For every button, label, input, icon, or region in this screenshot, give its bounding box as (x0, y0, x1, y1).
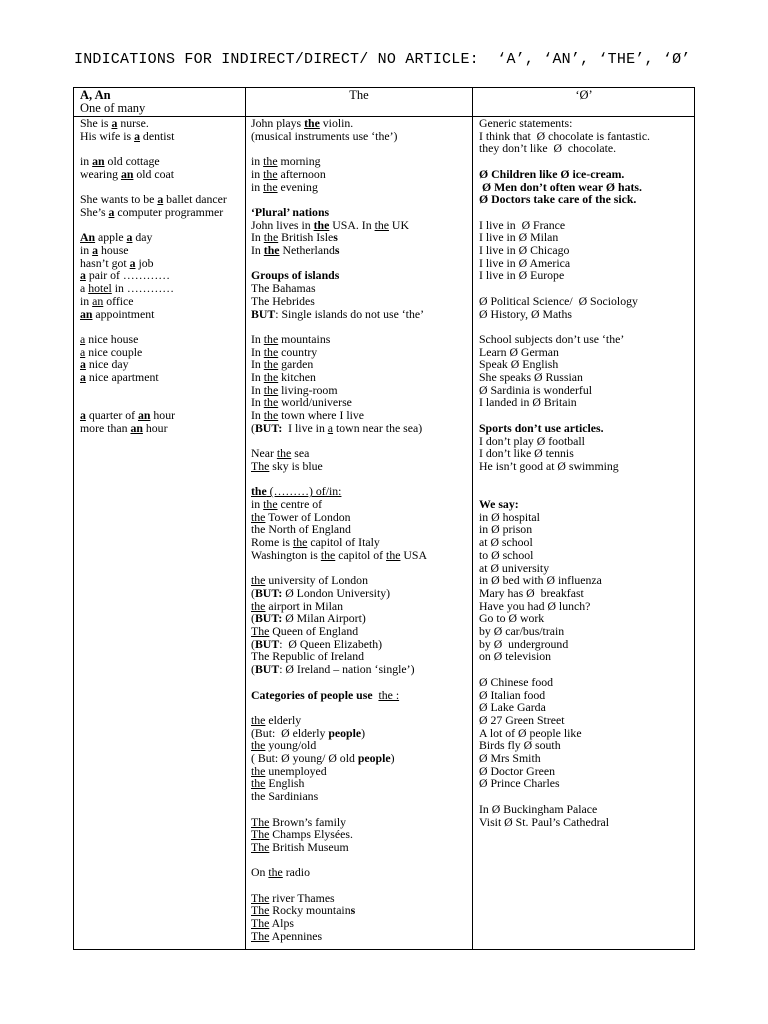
line-segment: in Ø bed with Ø influenza (479, 573, 602, 588)
column-divider (245, 88, 246, 949)
line-segment: The (251, 458, 270, 473)
line-segment: Generic statements: (479, 116, 573, 130)
line-segment: In (251, 395, 264, 410)
line-segment: Ø Milan Airport) (282, 611, 366, 626)
line-segment: BUT: (254, 420, 283, 435)
line-segment: Birds fly Ø south (479, 738, 561, 753)
line-segment: She is (80, 116, 112, 130)
line-segment: the (263, 179, 278, 194)
line-segment: School subjects don’t use ‘the’ (479, 331, 625, 346)
line-segment: the (263, 357, 279, 372)
line-segment: ( (251, 420, 255, 435)
line-segment: In (251, 357, 264, 372)
line-segment: I live in (282, 420, 328, 435)
line-segment: elderly (265, 712, 302, 727)
line-segment: the (251, 598, 266, 613)
line-segment: the North of England (251, 522, 351, 537)
line-segment: She speaks Ø Russian (479, 370, 583, 384)
line-segment: appointment (92, 306, 155, 321)
example-line (251, 460, 469, 473)
example-line (80, 168, 242, 181)
line-segment: evening (277, 179, 318, 194)
line-segment: Ø Prince Charles (479, 776, 560, 791)
line-segment: Ø Mrs Smith (479, 751, 541, 766)
line-segment: people (357, 751, 391, 766)
example-line (251, 422, 469, 435)
line-segment: in (251, 497, 264, 511)
header-a-an (80, 89, 240, 117)
line-segment: people (328, 725, 362, 740)
line-segment: office (103, 293, 134, 308)
example-line (479, 777, 693, 790)
line-segment: Ø Political Science/ Ø Sociology (479, 293, 638, 308)
example-line (251, 841, 469, 854)
line-segment: (But: Ø elderly (251, 725, 329, 740)
line-segment: nurse. (117, 116, 149, 130)
line-segment: house (98, 242, 129, 257)
line-segment: to Ø school (479, 547, 534, 562)
line-segment: dentist (139, 128, 175, 143)
column-divider (472, 88, 473, 949)
example-line (479, 193, 693, 206)
line-segment: The (251, 916, 270, 931)
line-segment: river Thames (269, 890, 335, 905)
line-segment: I landed in Ø Britain (479, 395, 577, 410)
line-segment: Go to Ø work (479, 611, 545, 626)
example-line (479, 142, 693, 155)
line-segment: Ø Sardinia is wonderful (479, 382, 593, 397)
line-segment: garden (278, 357, 314, 372)
line-segment: Champs Elysées. (269, 827, 353, 842)
line-segment: John plays (251, 116, 305, 130)
line-segment: I live in Ø America (479, 255, 571, 270)
line-segment: nice house (85, 331, 139, 346)
example-line (479, 308, 693, 321)
line-segment: the (263, 230, 279, 245)
line-segment: In Ø Buckingham Palace (479, 801, 598, 816)
line-segment: an (137, 408, 151, 423)
line-segment: a (80, 357, 86, 372)
line-segment: Visit Ø St. Paul’s Cathedral (479, 814, 610, 829)
line-segment: ( (251, 636, 255, 651)
line-segment: I live in Ø Europe (479, 268, 565, 283)
line-segment: Have you had Ø lunch? (479, 598, 591, 613)
line-segment: violin. (319, 116, 354, 130)
line-segment: the (263, 497, 278, 511)
line-segment: the (263, 243, 280, 257)
page-title: INDICATIONS FOR INDIRECT/DIRECT/ NO ARTICLE: ‘A’, ‘AN’, ‘THE’, ‘Ø’ (74, 51, 691, 68)
line-segment: The Hebrides (251, 293, 315, 308)
line-segment: He isn’t good at Ø swimming (479, 458, 619, 473)
line-segment: Ø History, Ø Maths (479, 306, 572, 321)
line-segment: s (333, 230, 338, 245)
line-segment: Mary has Ø breakfast (479, 585, 584, 600)
line-segment: Speak Ø English (479, 357, 559, 372)
line-segment: quarter of (85, 408, 138, 423)
line-segment: Ø Doctor Green (479, 763, 555, 778)
header-the: The (349, 88, 369, 102)
line-segment: English (265, 776, 305, 791)
example-line (251, 790, 469, 803)
line-segment: hour (150, 408, 176, 423)
blank-line (479, 473, 693, 486)
line-segment: British Isle (278, 230, 334, 245)
line-segment: hasn’t got (80, 255, 130, 270)
line-segment: The Republic of Ireland (251, 649, 365, 664)
line-segment: the (292, 535, 308, 550)
line-segment: in (80, 293, 93, 308)
line-segment: The (251, 839, 270, 854)
example-line (80, 130, 242, 143)
line-segment: I think that Ø chocolate is fantastic. (479, 128, 651, 143)
example-line (251, 549, 469, 562)
line-segment: Ø 27 Green Street (479, 712, 565, 727)
line-segment: young/old (265, 738, 317, 753)
line-segment: capitol of Italy (307, 535, 380, 550)
line-segment: the (313, 217, 330, 232)
line-segment: She’s (80, 204, 109, 219)
line-segment: in (80, 242, 93, 257)
line-segment: at Ø university (479, 560, 550, 575)
line-segment: nice couple (85, 344, 143, 359)
line-segment: s (350, 903, 356, 918)
line-segment: I live in Ø France (479, 217, 566, 232)
example-line (251, 866, 469, 879)
example-line (80, 308, 242, 321)
article-table (73, 87, 695, 950)
line-segment: in Ø prison (479, 522, 533, 537)
line-segment: In (251, 344, 264, 359)
line-segment: unemployed (265, 763, 327, 778)
line-segment: an (130, 420, 143, 435)
example-line (80, 422, 242, 435)
line-segment: the (251, 573, 266, 588)
line-segment: old cottage (104, 154, 160, 169)
line-segment: (musical instruments use ‘the’) (251, 128, 398, 143)
line-segment: country (278, 344, 318, 359)
line-segment: : Ø Ireland – nation ‘single’) (279, 662, 415, 677)
line-segment: an (120, 166, 134, 181)
line-segment: a (80, 344, 86, 359)
line-segment: I don’t like Ø tennis (479, 446, 574, 461)
line-segment: mountains (278, 331, 331, 346)
line-segment: ( (251, 611, 255, 626)
line-segment: a (80, 370, 86, 384)
line-segment: pair of ………… (85, 268, 171, 283)
line-segment: Ø Doctors take care of the sick. (479, 192, 637, 207)
line-segment: airport in Milan (265, 598, 344, 613)
line-segment: Ø Chinese food (479, 674, 554, 689)
line-segment: radio (282, 865, 310, 880)
line-segment: the (374, 217, 389, 232)
line-segment: the (263, 166, 278, 181)
line-segment: Netherland (279, 243, 335, 257)
line-segment: the (263, 395, 279, 410)
line-segment: the (276, 446, 292, 461)
line-segment: On (251, 865, 269, 880)
line-segment: the (320, 547, 336, 562)
line-segment: an (92, 154, 105, 169)
line-segment: His wife is (80, 128, 135, 143)
line-segment: a (111, 116, 118, 130)
example-line (251, 130, 469, 143)
line-segment: the (251, 776, 266, 791)
line-segment: more than (80, 420, 131, 435)
line-segment: the (304, 116, 320, 130)
line-segment: Rocky mountain (269, 903, 351, 918)
line-segment: hour (142, 420, 168, 435)
line-segment: capitol of (335, 547, 387, 562)
line-segment: Queen of England (269, 624, 359, 639)
line-segment: A lot of Ø people like (479, 725, 582, 740)
line-segment: the (251, 712, 266, 727)
line-segment: by Ø car/bus/train (479, 624, 565, 639)
column-the (251, 117, 469, 943)
line-segment: The (251, 928, 270, 943)
line-segment: a (327, 420, 334, 435)
line-segment: a (92, 242, 99, 257)
line-segment: a (80, 331, 86, 346)
line-segment: We say: (479, 496, 519, 511)
line-segment: in ………… (111, 281, 175, 296)
line-segment: BUT (251, 306, 276, 321)
line-segment: ballet dancer (163, 192, 227, 207)
line-segment: a (134, 128, 140, 143)
example-line (80, 206, 242, 219)
blank-line (80, 384, 242, 397)
line-segment: The (251, 903, 270, 918)
line-segment: ) (361, 725, 366, 740)
example-line (251, 308, 469, 321)
line-segment: a (108, 204, 115, 219)
line-segment: Brown’s family (269, 814, 347, 829)
example-line (251, 663, 469, 676)
example-line (251, 181, 469, 194)
line-segment: the (263, 154, 278, 169)
line-segment: morning (277, 154, 321, 169)
line-segment: town near the sea) (333, 420, 423, 435)
line-segment: The (251, 827, 270, 842)
line-segment: by Ø underground (479, 636, 569, 651)
line-segment: the (251, 484, 267, 499)
line-segment: hotel (88, 281, 112, 296)
line-segment: In (251, 230, 264, 245)
line-segment: ( (251, 662, 255, 677)
line-segment: in (251, 154, 264, 169)
line-segment: The Bahamas (251, 281, 316, 296)
line-segment: they don’t like Ø chocolate. (479, 141, 617, 156)
line-segment: world/universe (278, 395, 352, 410)
line-segment: town where I live (278, 408, 365, 423)
line-segment: ‘Plural’ nations (251, 204, 330, 219)
line-segment: BUT: (254, 585, 283, 600)
example-line (479, 396, 693, 409)
line-segment: ) (390, 751, 395, 766)
line-segment: She wants to be (80, 192, 158, 207)
line-segment: (………) of/in: (266, 484, 342, 499)
line-segment: the (251, 763, 266, 778)
line-segment: apple (95, 230, 127, 245)
example-line (479, 650, 693, 663)
line-segment: Ø Children like Ø ice-cream. (479, 166, 625, 181)
line-segment: a (129, 255, 136, 270)
line-segment: at Ø school (479, 535, 533, 550)
line-segment: Alps (269, 916, 294, 931)
line-segment: : Single islands do not use ‘the’ (275, 306, 425, 321)
line-segment: sea (291, 446, 310, 461)
line-segment: the Sardinians (251, 789, 319, 804)
line-segment: BUT (254, 636, 280, 651)
line-segment: Ø Men don’t often wear Ø hats. (479, 179, 642, 194)
line-segment: the (251, 509, 266, 524)
line-segment: BUT: (254, 611, 283, 626)
line-segment: in (251, 179, 264, 194)
line-segment: the (268, 865, 283, 880)
line-segment: Ø Lake Garda (479, 700, 546, 715)
line-segment: computer programmer (114, 204, 224, 219)
line-segment: John lives in (251, 217, 314, 232)
line-segment: an (80, 306, 93, 321)
line-segment: Ø London University) (282, 585, 391, 600)
line-segment: old coat (133, 166, 175, 181)
example-line (80, 371, 242, 384)
line-segment: a (80, 408, 86, 423)
line-segment: job (135, 255, 154, 270)
line-segment: An (80, 230, 96, 245)
line-segment: the (263, 344, 279, 359)
line-segment: Apennines (269, 928, 323, 943)
line-segment: The (251, 814, 270, 829)
column-zero-article (479, 117, 693, 828)
example-line (479, 269, 693, 282)
line-segment: the (263, 331, 279, 346)
line-segment: in (80, 154, 93, 169)
line-segment: the : (378, 687, 400, 702)
line-segment: Tower of London (265, 509, 351, 524)
line-segment: a (157, 192, 164, 207)
line-segment: British Museum (269, 839, 349, 854)
line-segment: a (126, 230, 133, 245)
line-segment: Near (251, 446, 277, 461)
example-line (479, 816, 693, 829)
line-segment: Learn Ø German (479, 344, 559, 359)
example-line (251, 930, 469, 943)
line-segment: I live in Ø Milan (479, 230, 559, 245)
line-segment: sky is blue (269, 458, 323, 473)
header-a-an-subtitle: One of many (80, 101, 146, 115)
line-segment: Ø Italian food (479, 687, 546, 702)
line-segment: : Ø Queen Elizabeth) (279, 636, 383, 651)
line-segment: USA (400, 547, 428, 562)
line-segment: In (251, 370, 264, 384)
line-segment: the (263, 382, 279, 397)
example-line (251, 244, 469, 257)
column-a-an (80, 117, 242, 434)
header-a-an-title: A, An (80, 88, 111, 102)
line-segment: the (263, 370, 279, 384)
line-segment: The (251, 624, 270, 639)
line-segment: I live in Ø Chicago (479, 243, 570, 257)
line-segment: Rome is (251, 535, 293, 550)
line-segment: nice day (85, 357, 129, 372)
line-segment: the (251, 738, 266, 753)
line-segment: UK (388, 217, 409, 232)
line-segment: The (251, 890, 270, 905)
line-segment: Sports don’t use articles. (479, 420, 604, 435)
line-segment: Categories of people use (251, 687, 379, 702)
line-segment: wearing (80, 166, 121, 181)
line-segment: Groups of islands (251, 268, 340, 283)
line-segment: in Ø hospital (479, 509, 540, 524)
line-segment: ( (251, 585, 255, 600)
line-segment: on Ø television (479, 649, 552, 664)
line-segment: nice apartment (85, 370, 159, 384)
line-segment: kitchen (278, 370, 316, 384)
line-segment: I don’t play Ø football (479, 433, 585, 448)
line-segment: Washington is (251, 547, 321, 562)
line-segment: BUT (254, 662, 280, 677)
line-segment: USA. In (329, 217, 375, 232)
line-segment: university of London (265, 573, 368, 588)
line-segment: afternoon (277, 166, 326, 181)
line-segment: a (80, 268, 86, 283)
line-segment: In (251, 382, 264, 397)
header-zero-article: ‘Ø’ (575, 88, 593, 102)
line-segment: In (251, 331, 264, 346)
line-segment: In (251, 408, 264, 423)
line-segment: a (80, 281, 89, 296)
line-segment: an (92, 293, 104, 308)
line-segment: day (132, 230, 153, 245)
line-segment: the (263, 408, 279, 423)
line-segment: centre of (277, 497, 323, 511)
line-segment: in (251, 166, 264, 181)
line-segment: In (251, 243, 264, 257)
line-segment: s (334, 243, 340, 257)
example-line (479, 460, 693, 473)
line-segment: the (386, 547, 401, 562)
line-segment: ( But: Ø young/ Ø old (251, 751, 358, 766)
line-segment: living-room (278, 382, 338, 397)
example-line (251, 689, 469, 702)
